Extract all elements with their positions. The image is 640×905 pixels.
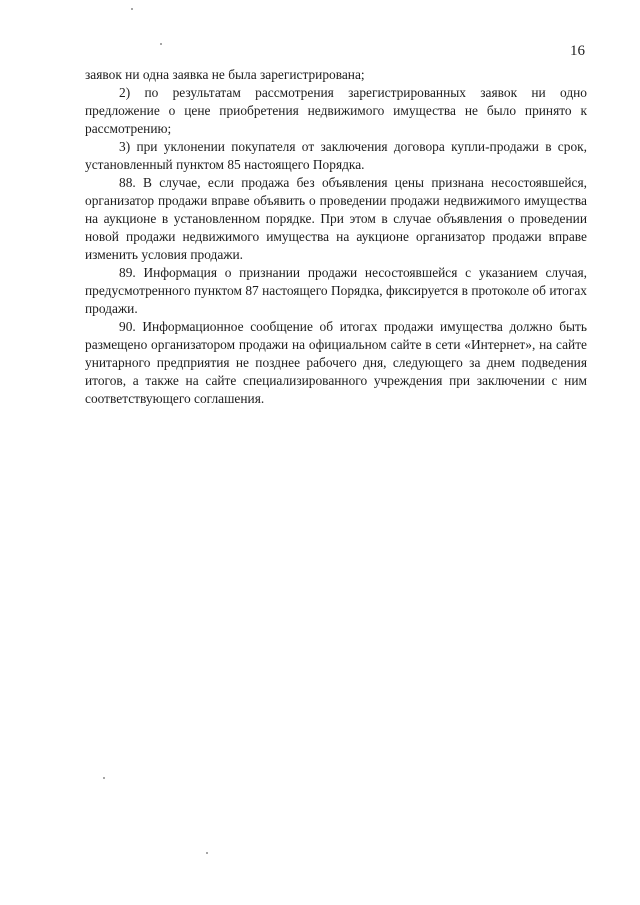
paragraph-item-2: 2) по результатам рассмотрения зарегистрированных заявок ни одно предложение о цене приобретения недвижимого имущества не было принято к рассмотрению; bbox=[85, 85, 587, 136]
page-number: 16 bbox=[570, 43, 585, 59]
paragraph-continuation: заявок ни одна заявка не была зарегистрирована; bbox=[85, 67, 365, 82]
document-body bbox=[85, 66, 587, 408]
paragraph-88: 88. В случае, если продажа без объявления цены признана несостоявшейся, организатор продажи вправе объявить о проведении продажи недвижимого имущества на аукционе в установленном порядке. При этом в случае объявления о проведении новой продажи недвижимого имущества на аукционе организатор продажи вправе изменить условия продажи. bbox=[85, 175, 587, 262]
paragraph-89: 89. Информация о признании продажи несостоявшейся с указанием случая, предусмотренного пунктом 87 настоящего Порядка, фиксируется в протоколе об итогах продажи. bbox=[85, 265, 587, 316]
scan-speck bbox=[103, 777, 105, 779]
scan-speck bbox=[131, 8, 133, 10]
paragraph-90: 90. Информационное сообщение об итогах продажи имущества должно быть размещено организатором продажи на официальном сайте в сети «Интернет», на сайте унитарного предприятия не позднее рабочего дня, следующего за днем подведения итогов, а также на сайте специализированного учреждения при заключении с ним соответствующего соглашения. bbox=[85, 319, 587, 406]
paragraph-item-3: 3) при уклонении покупателя от заключения договора купли-продажи в срок, установленный пунктом 85 настоящего Порядка. bbox=[85, 139, 587, 172]
scan-speck bbox=[160, 43, 162, 45]
scan-speck bbox=[206, 852, 208, 854]
